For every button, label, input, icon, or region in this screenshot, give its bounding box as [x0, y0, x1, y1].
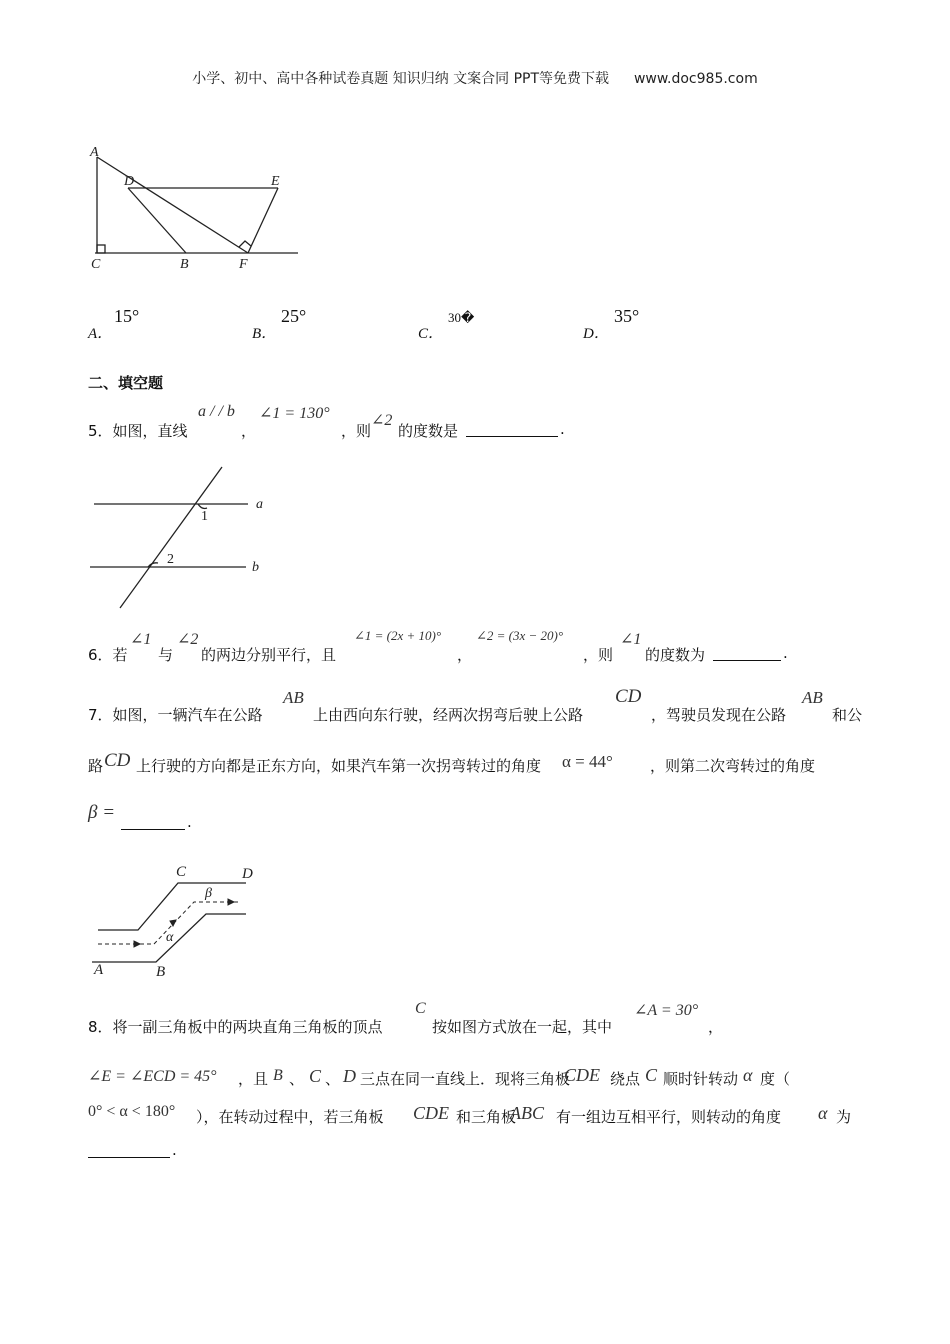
- q5-math-angle1: ∠1 = 130°: [259, 405, 330, 422]
- option-c-label[interactable]: C．: [418, 326, 444, 342]
- q8-math-cde2: CDE: [413, 1103, 449, 1123]
- q6-text-start: 6．若: [88, 646, 128, 664]
- q8-text-11: 有一组边互相平行，则转动的角度: [556, 1108, 782, 1126]
- label-d: D: [242, 866, 253, 882]
- q6-text-mid: 的两边分别平行，且: [201, 646, 337, 664]
- q8-text-7: 顺时针转动: [663, 1070, 739, 1088]
- q5-sep-2: ，则: [341, 422, 372, 440]
- q5-end: .: [560, 420, 565, 438]
- q7-text-3: 和公: [832, 706, 863, 724]
- q8-text-start: 8．将一副三角板中的两块直角三角板的顶点: [88, 1018, 383, 1036]
- label-f: F: [239, 257, 248, 272]
- label-a: a: [256, 497, 263, 512]
- right-angle-c: [97, 245, 105, 253]
- section-title: 二、填空题: [88, 374, 164, 392]
- option-b-label[interactable]: B．: [252, 326, 277, 342]
- q8-answer-blank[interactable]: [88, 1143, 170, 1158]
- q5-text-start: 5．如图，直线: [88, 422, 188, 440]
- option-b-value: 25°: [281, 306, 307, 326]
- q7-math-beta: β =: [88, 802, 116, 823]
- page-header: [0, 68, 950, 88]
- q8-math-d: D: [343, 1066, 356, 1086]
- q8-text-8: 度（: [760, 1070, 791, 1088]
- q8-text-4: 、: [325, 1070, 341, 1088]
- q8-math-cde: CDE: [564, 1065, 600, 1085]
- q7-math-alpha: α = 44°: [562, 752, 613, 771]
- q7-math-ab2: AB: [802, 688, 823, 707]
- q8-text-9: ），在转动过程中，若三角板: [196, 1108, 384, 1126]
- q8-math-c: C: [415, 1000, 426, 1017]
- q6-text-and: 与: [158, 646, 174, 664]
- right-angle-f: [239, 241, 251, 247]
- q8-text-1: 按如图方式放在一起，其中: [432, 1018, 613, 1036]
- label-d: D: [124, 174, 135, 189]
- label-beta: β: [205, 886, 212, 901]
- q8-text-2: ，且: [238, 1070, 269, 1088]
- label-b: B: [180, 257, 189, 272]
- header-text: 小学、初中、高中各种试卷真题 知识归纳 文案合同 PPT等免费下载: [192, 71, 610, 87]
- q6-answer-blank[interactable]: [713, 646, 781, 661]
- option-c-value: 30�: [448, 310, 475, 325]
- q8-end: .: [172, 1141, 177, 1159]
- q7-text-start: 7．如图，一辆汽车在公路: [88, 706, 263, 724]
- label-b: B: [156, 964, 166, 980]
- q7-math-cd2: CD: [104, 750, 131, 771]
- question-7-figure: [88, 858, 268, 983]
- q6-end: .: [783, 644, 788, 662]
- q8-text-3: 、: [289, 1070, 305, 1088]
- q5-sep-1: ，: [241, 422, 257, 440]
- q7-line2-c: ，则第二次弯转过的角度: [650, 757, 816, 775]
- q7-line2-a: 路: [88, 757, 104, 775]
- option-a-value: 15°: [114, 306, 140, 326]
- arrow-3: [228, 899, 234, 905]
- q6-math-expr2: ∠2 = (3x − 20)°: [476, 628, 564, 643]
- q7-math-cd: CD: [615, 686, 642, 707]
- q6-sep: ，: [457, 646, 473, 664]
- line-db: [128, 188, 186, 253]
- q6-math-angle1b: ∠1: [620, 631, 642, 648]
- q7-text-1: 上由西向东行驶，经两次拐弯后驶上公路: [313, 706, 584, 724]
- q6-math-expr1: ∠1 = (2x + 10)°: [354, 628, 442, 643]
- label-alpha: α: [166, 930, 174, 945]
- header-site-link[interactable]: www.doc985.com: [633, 71, 758, 87]
- q8-math-alpha2: α: [818, 1103, 828, 1123]
- q5-math-parallel: a / / b: [198, 403, 235, 420]
- q8-math-range: 0° < α < 180°: [88, 1103, 176, 1120]
- q6-math-angle2: ∠2: [177, 631, 199, 648]
- label-a: A: [94, 962, 104, 978]
- q8-sep-1: ，: [708, 1018, 724, 1036]
- q8-text-6: 绕点: [610, 1070, 641, 1088]
- q8-math-angles: ∠E = ∠ECD = 45°: [88, 1068, 217, 1085]
- label-c: C: [176, 864, 187, 880]
- label-e: E: [271, 174, 280, 189]
- angle-1-arc: [198, 504, 207, 509]
- q8-math-alpha: α: [743, 1065, 753, 1085]
- question-4-figure: [88, 143, 303, 273]
- label-a: A: [90, 145, 99, 160]
- label-b: b: [252, 560, 259, 575]
- transversal: [120, 467, 222, 608]
- option-d-label[interactable]: D．: [583, 326, 609, 342]
- q8-math-abc: ABC: [510, 1103, 544, 1123]
- q6-text-then: ，则: [583, 646, 614, 664]
- q8-math-angle-a: ∠A = 30°: [634, 1002, 699, 1019]
- q6-math-angle1: ∠1: [130, 631, 152, 648]
- q7-line2-b: 上行驶的方向都是正东方向，如果汽车第一次拐弯转过的角度: [136, 757, 542, 775]
- q7-answer-blank[interactable]: [121, 815, 185, 830]
- q8-text-10: 和三角板: [456, 1108, 517, 1126]
- q5-text-tail: 的度数是: [398, 422, 459, 440]
- q7-math-ab: AB: [283, 688, 304, 707]
- arrow-1: [134, 941, 140, 947]
- option-d-value: 35°: [614, 306, 640, 326]
- q8-math-c3: C: [645, 1065, 658, 1085]
- q8-text-5: 三点在同一直线上．现将三角板: [360, 1070, 571, 1088]
- q7-end: .: [187, 813, 192, 831]
- q5-math-angle2: ∠2: [371, 412, 393, 429]
- label-c: C: [91, 257, 101, 272]
- q8-text-12: 为: [836, 1108, 852, 1126]
- q8-math-c2: C: [309, 1066, 322, 1086]
- q5-answer-blank[interactable]: [466, 422, 558, 437]
- label-1: 1: [201, 509, 208, 524]
- arrow-2: [170, 920, 176, 926]
- q6-text-tail: 的度数为: [645, 646, 706, 664]
- label-2: 2: [167, 552, 174, 567]
- q7-text-2: ，驾驶员发现在公路: [651, 706, 787, 724]
- question-5-figure: [88, 463, 278, 613]
- option-a-label[interactable]: A．: [88, 326, 113, 342]
- line-ef: [248, 188, 278, 253]
- q8-math-b: B: [273, 1067, 283, 1084]
